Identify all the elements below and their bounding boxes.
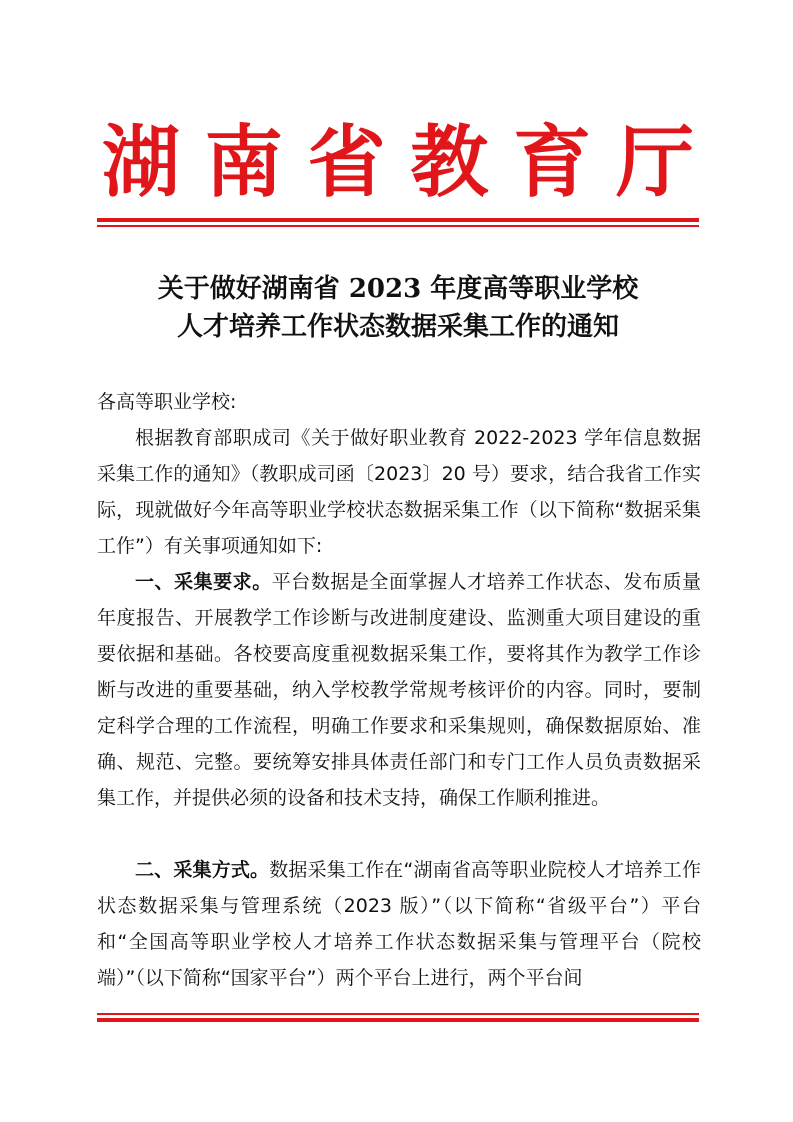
masthead-char: 省 — [307, 117, 386, 208]
masthead — [96, 118, 700, 208]
paragraph-section-2 — [97, 852, 701, 996]
masthead-char: 湖 — [101, 117, 180, 208]
section-heading-2: 二、采集方式。 — [135, 859, 270, 881]
document-title-line-1: 关于做好湖南省 2023 年度高等职业学校 — [157, 274, 639, 304]
section-heading-1: 一、采集要求。 — [135, 571, 272, 593]
masthead-char: 教 — [410, 117, 489, 208]
masthead-divider-thin — [97, 225, 699, 227]
masthead-char: 厅 — [615, 117, 694, 208]
masthead-char: 南 — [204, 117, 283, 208]
footer-divider-thick — [97, 1018, 699, 1022]
paragraph-intro: 根据教育部职成司《关于做好职业教育 2022-2023 学年信息数据采集工作的通知》（教职成司函〔2023〕20 号）要求，结合我省工作实际，现就做好今年高等职业学校状态数据采集工作（以下简称“数据采集工作”）有关事项通知如下: — [97, 427, 701, 557]
section-body-1: 平台数据是全面掌握人才培养工作状态、发布质量年度报告、开展教学工作诊断与改进制度建设、监测重大项目建设的重要依据和基础。各校要高度重视数据采集工作，要将其作为教学工作诊断与改进的重要基础，纳入学校教学常规考核评价的内容。同时，要制定科学合理的工作流程，明确工作要求和采集规则，确保数据原始、准确、规范、完整。要统筹安排具体责任部门和专门工作人员负责数据采集工作，并提供必须的设备和技术支持，确保工作顺利推进。 — [97, 571, 701, 809]
masthead-divider-thick — [97, 218, 699, 222]
document-title-line-2: 人才培养工作状态数据采集工作的通知 — [176, 312, 619, 342]
section-body-2: 数据采集工作在“湖南省高等职业院校人才培养工作状态数据采集与管理系统（2023 版）”（以下简称“省级平台”）平台和“全国高等职业学校人才培养工作状态数据采集与管理平台（院校端）”（以下简称“国家平台”）两个平台上进行，两个平台间 — [97, 859, 701, 989]
salutation: 各高等职业学校: — [97, 391, 237, 413]
paragraph-section-1 — [97, 564, 701, 816]
footer-divider-thin — [97, 1013, 699, 1015]
masthead-char: 育 — [513, 117, 592, 208]
